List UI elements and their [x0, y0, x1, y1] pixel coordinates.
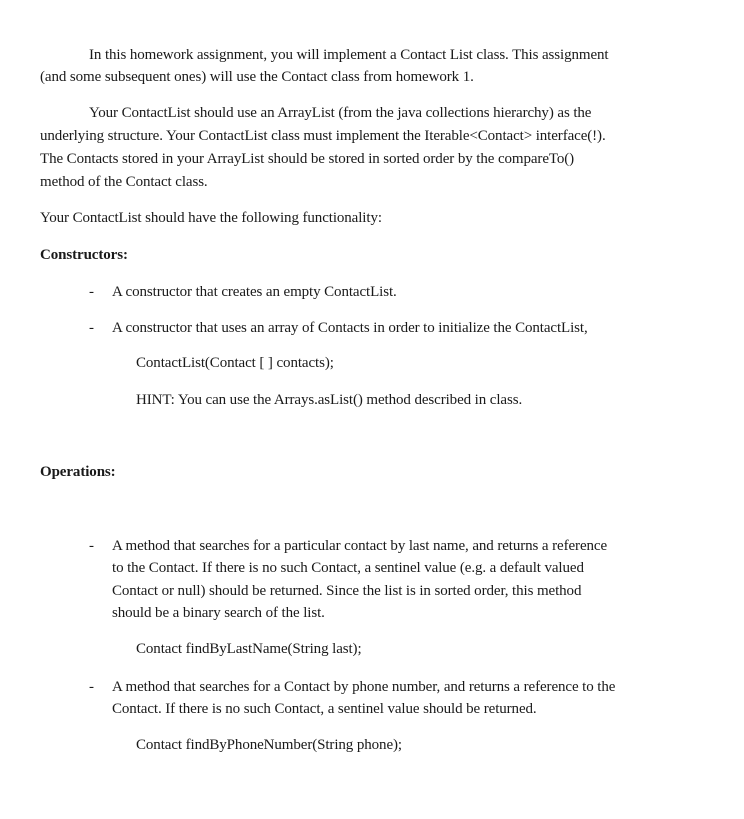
- bullet-dash: -: [89, 320, 94, 336]
- operation-1-line-3: Contact or null) should be returned. Since the list is in sorted order, this method: [112, 583, 582, 599]
- functionality-intro: Your ContactList should have the following functionality:: [40, 210, 382, 226]
- constructor-item-1: A constructor that creates an empty ContactList.: [112, 284, 397, 300]
- constructor-signature: ContactList(Contact [ ] contacts);: [136, 355, 334, 371]
- operation-2-line-1: A method that searches for a Contact by phone number, and returns a reference to the: [112, 679, 616, 695]
- requirements-line-3: The Contacts stored in your ArrayList should be stored in sorted order by the compareTo(): [40, 151, 575, 167]
- requirements-line-2: underlying structure. Your ContactList class must implement the Iterable<Contact> interface(!).: [40, 128, 606, 144]
- operation-1-line-2: to the Contact. If there is no such Contact, a sentinel value (e.g. a default valued: [112, 560, 584, 576]
- intro-line-2: (and some subsequent ones) will use the Contact class from homework 1.: [40, 69, 474, 85]
- bullet-dash: -: [89, 284, 94, 300]
- operation-2-line-2: Contact. If there is no such Contact, a sentinel value should be returned.: [112, 701, 537, 717]
- bullet-dash: -: [89, 679, 94, 695]
- requirements-line-4: method of the Contact class.: [40, 174, 208, 190]
- requirements-line-1: Your ContactList should use an ArrayList (from the java collections hierarchy) as the: [89, 105, 592, 121]
- operations-heading: Operations:: [40, 464, 116, 480]
- constructors-heading: Constructors:: [40, 247, 128, 263]
- intro-line-1: In this homework assignment, you will implement a Contact List class. This assignment: [89, 47, 609, 63]
- constructor-hint: HINT: You can use the Arrays.asList() method described in class.: [136, 392, 523, 408]
- operation-1-line-4: should be a binary search of the list.: [112, 605, 325, 621]
- constructor-item-2: A constructor that uses an array of Contacts in order to initialize the ContactList,: [112, 320, 588, 336]
- operation-2-signature: Contact findByPhoneNumber(String phone);: [136, 737, 402, 753]
- bullet-dash: -: [89, 538, 94, 554]
- operation-1-signature: Contact findByLastName(String last);: [136, 641, 362, 657]
- operation-1-line-1: A method that searches for a particular contact by last name, and returns a reference: [112, 538, 608, 554]
